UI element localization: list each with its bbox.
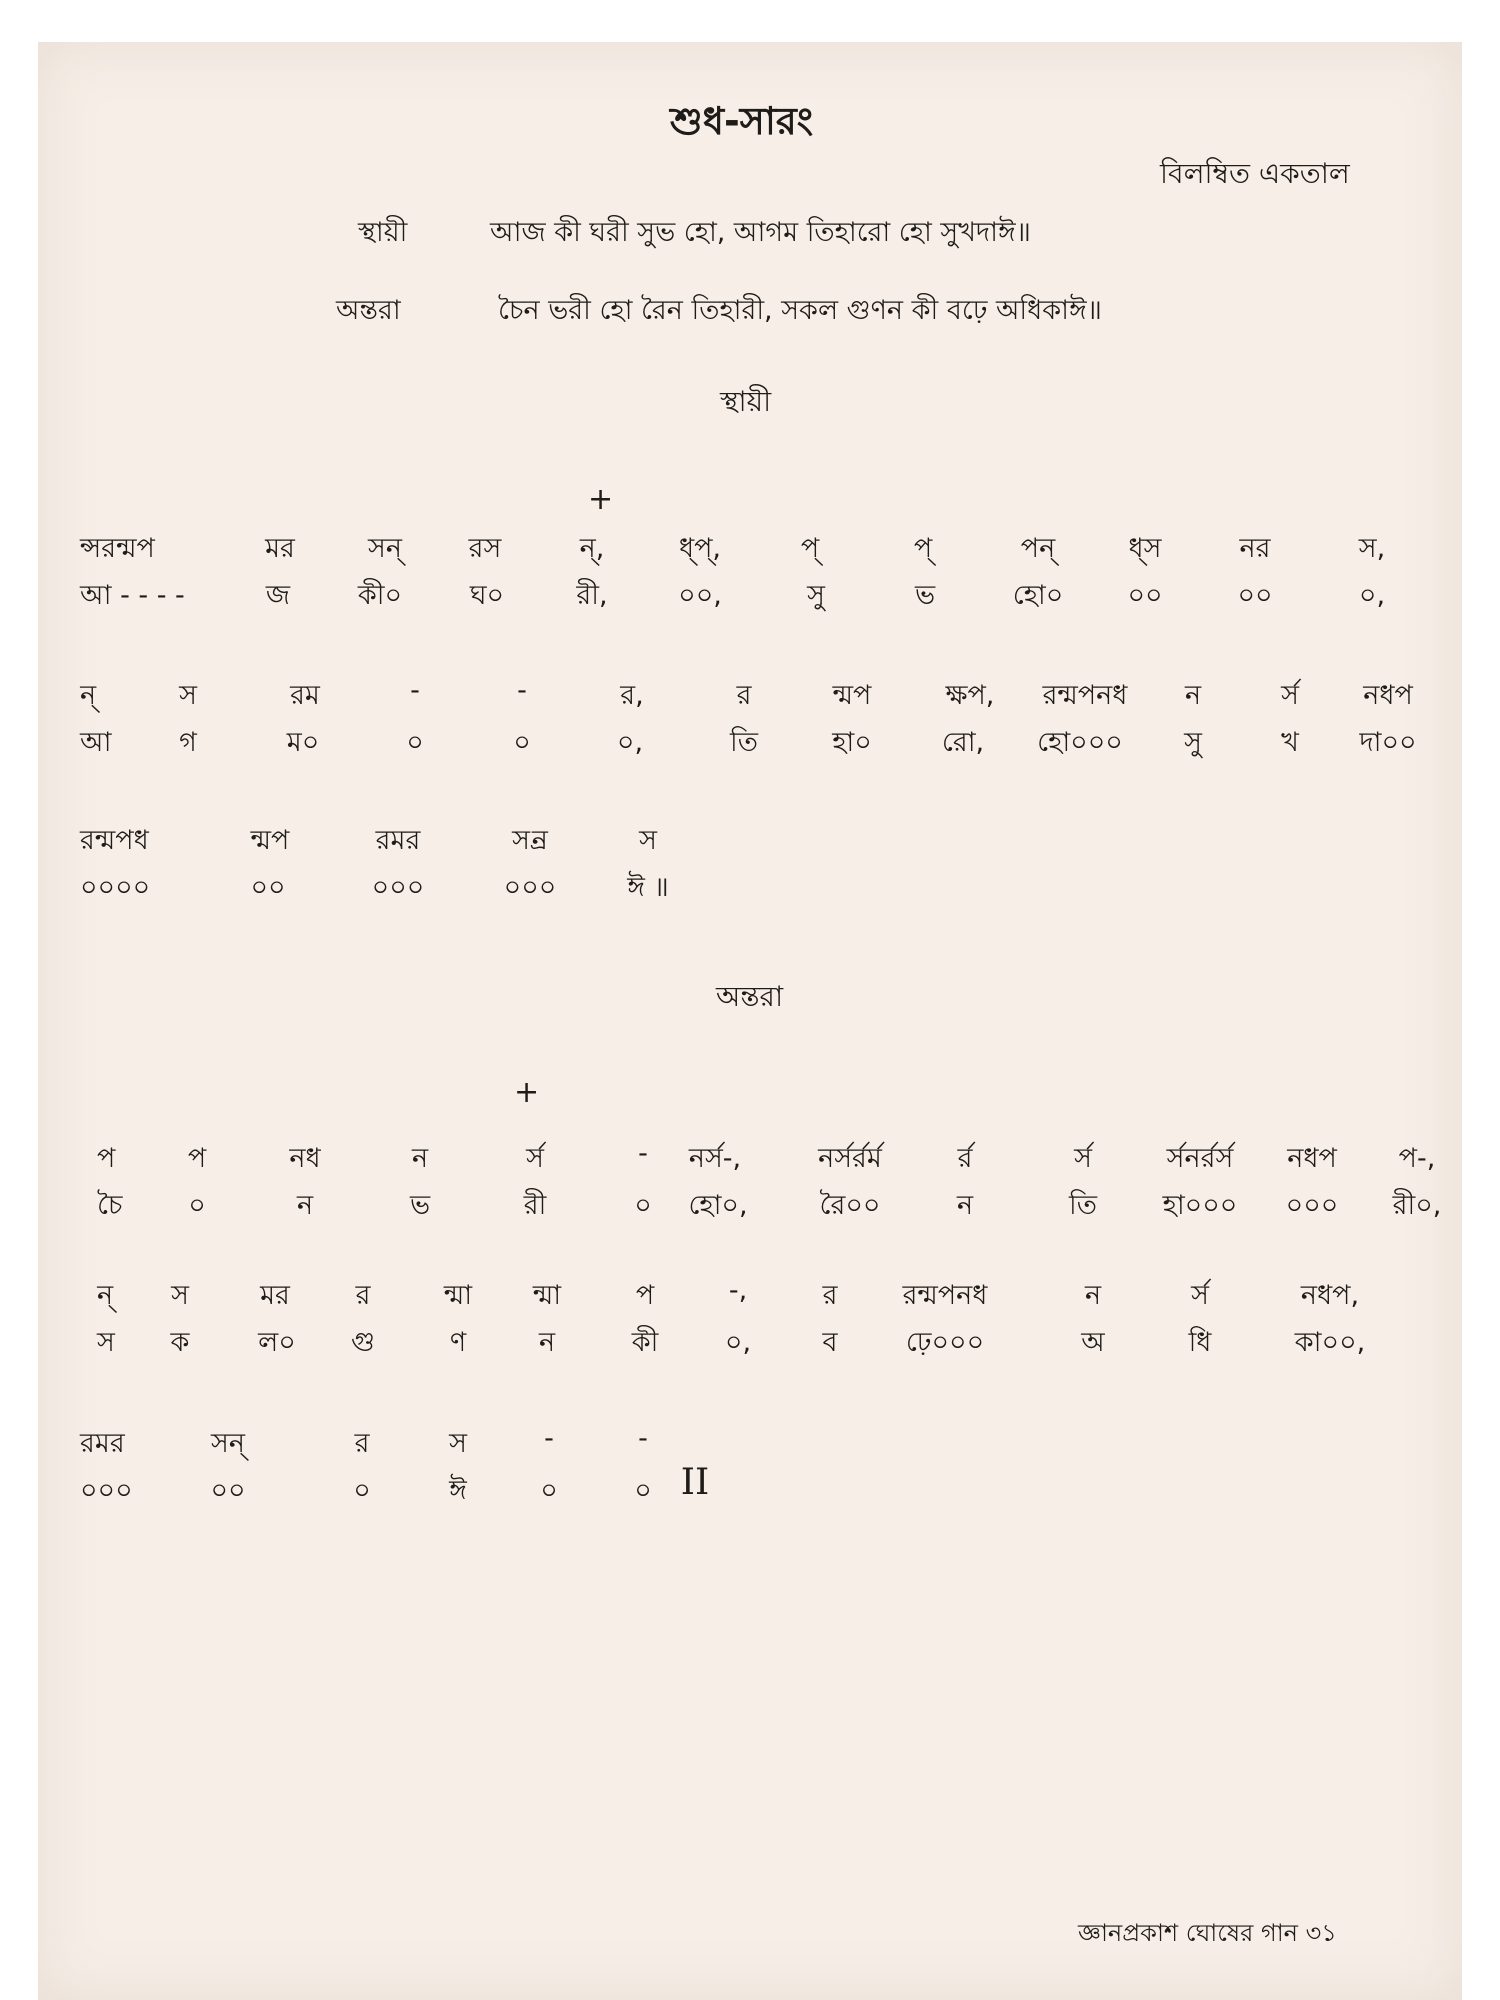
syllable-cell: তি <box>730 727 758 758</box>
note-cell: স <box>449 1428 467 1459</box>
note-cell: নধপ <box>1287 1143 1337 1174</box>
syllable-cell: হা০ <box>832 727 872 758</box>
syllable-cell: ০ <box>540 1475 558 1506</box>
taal-label: বিলম্বিত একতাল <box>1160 157 1350 190</box>
note-cell: র্স <box>1281 680 1299 711</box>
lyric-text-antara: চৈন ভরী হো রৈন তিহারী, সকল গুণন কী বঢ়ে অধিকাঈ॥ <box>498 295 1102 326</box>
note-cell: র <box>822 1280 838 1311</box>
syllable-cell: ন <box>296 1190 314 1221</box>
note-cell: পন্ <box>1020 533 1056 564</box>
syllable-cell: গু <box>351 1327 375 1358</box>
note-cell: র <box>354 1428 370 1459</box>
note-cell: র <box>736 680 752 711</box>
syllable-cell: হো০, <box>688 1190 748 1221</box>
syllable-cell: ল০ <box>258 1327 296 1358</box>
note-cell: নধ <box>289 1143 321 1174</box>
syllable-cell: ০০ <box>250 872 286 903</box>
note-cell: ন্মপ <box>832 680 872 711</box>
syllable-cell: কী <box>631 1327 659 1358</box>
note-cell: ন্মপ <box>250 825 290 856</box>
syllable-cell: ম০ <box>286 727 320 758</box>
syllable-cell: ভ <box>914 580 936 611</box>
syllable-cell: ০০০ <box>80 1475 133 1506</box>
note-cell: ন <box>1184 680 1202 711</box>
note-cell: ক্ষপ, <box>945 680 995 711</box>
syllable-cell: ক <box>170 1327 190 1358</box>
note-row <box>0 675 1500 715</box>
syllable-row <box>0 867 1500 907</box>
note-cell: স <box>639 825 657 856</box>
syllable-cell: ০০, <box>678 580 722 611</box>
syllable-cell: খ <box>1281 727 1299 758</box>
note-row <box>0 528 1500 568</box>
syllable-cell: আ <box>80 727 112 758</box>
syllable-cell: ঈ <box>449 1475 467 1506</box>
note-cell: - <box>544 1423 554 1454</box>
note-cell: প-, <box>1398 1143 1436 1174</box>
note-cell: ন <box>411 1143 429 1174</box>
syllable-cell: রী <box>523 1190 547 1221</box>
syllable-cell: ০, <box>1358 580 1386 611</box>
syllable-row <box>0 722 1500 762</box>
lyric-label-sthayi: স্থায়ী <box>358 217 408 248</box>
syllable-cell: গ <box>179 727 197 758</box>
note-cell: স, <box>1358 533 1386 564</box>
lyric-text-sthayi: আজ কী ঘরী সুভ হো, আগম তিহারো হো সুখদাঈ॥ <box>490 217 1031 248</box>
note-cell: নর্সর্রর্ম <box>818 1143 882 1174</box>
syllable-cell: স <box>97 1327 115 1358</box>
note-cell: রস <box>468 533 502 564</box>
note-row <box>0 1138 1500 1178</box>
note-cell: র্স <box>526 1143 544 1174</box>
note-cell: প <box>635 1280 655 1311</box>
syllable-cell: হো০ <box>1012 580 1064 611</box>
syllable-cell: ঢ়ে০০০ <box>905 1327 985 1358</box>
note-cell: প্ <box>913 533 933 564</box>
note-cell: নধপ <box>1363 680 1413 711</box>
note-cell: সন্ <box>368 533 402 564</box>
syllable-cell: ০, <box>724 1327 752 1358</box>
sam-cross-marker: + <box>588 482 614 517</box>
note-cell: নর্স-, <box>688 1143 742 1174</box>
note-row <box>0 1423 1500 1463</box>
note-cell: মর <box>260 1280 290 1311</box>
note-cell: - <box>517 675 527 706</box>
syllable-cell: ০ <box>406 727 424 758</box>
note-cell: ন্, <box>579 533 605 564</box>
syllable-cell: সু <box>1184 727 1202 758</box>
syllable-row <box>0 1322 1500 1362</box>
note-cell: স <box>179 680 197 711</box>
note-cell: -, <box>728 1275 748 1306</box>
syllable-cell: ০০০ <box>371 872 425 903</box>
syllable-cell: ০০ <box>210 1475 246 1506</box>
syllable-cell: II <box>680 1462 710 1503</box>
note-cell: প <box>187 1143 207 1174</box>
syllable-cell: কা০০, <box>1294 1327 1366 1358</box>
note-cell: ধ্স <box>1128 533 1162 564</box>
syllable-cell: ০০০ <box>1285 1190 1339 1221</box>
syllable-cell: রো, <box>941 727 985 758</box>
note-cell: ধ্প্, <box>678 533 722 564</box>
syllable-cell: ০০০০ <box>80 872 151 903</box>
note-cell: - <box>638 1423 648 1454</box>
note-cell: প <box>97 1143 116 1174</box>
syllable-cell: ০ <box>513 727 531 758</box>
lyric-label-antara: অন্তরা <box>336 295 401 326</box>
syllable-cell: ন <box>538 1327 556 1358</box>
note-cell: র, <box>620 680 644 711</box>
syllable-cell: হো০০০ <box>1037 727 1123 758</box>
syllable-cell: ০ <box>188 1190 206 1221</box>
syllable-cell: ০ <box>634 1190 652 1221</box>
syllable-cell: কী০ <box>357 580 403 611</box>
note-cell: ন্সরন্মপ <box>80 533 155 564</box>
syllable-cell: চৈ <box>97 1190 123 1221</box>
syllable-cell: ০০০ <box>503 872 557 903</box>
note-cell: রন্মপনধ <box>902 1280 988 1311</box>
page-footer: জ্ঞানপ্রকাশ ঘোষের গান ৩১ <box>1078 1919 1337 1947</box>
note-row <box>0 1275 1500 1315</box>
sam-cross-marker: + <box>514 1075 540 1110</box>
note-cell: রমর <box>375 825 421 856</box>
note-cell: র্র <box>957 1143 973 1174</box>
syllable-cell: জ <box>265 580 291 611</box>
note-cell: - <box>638 1138 648 1169</box>
note-cell: ন্ <box>80 680 97 711</box>
section-heading-antara: অন্তরা <box>716 980 784 1013</box>
syllable-row <box>0 1185 1500 1225</box>
syllable-cell: তি <box>1069 1190 1097 1221</box>
note-cell: রমর <box>80 1428 125 1459</box>
note-cell: ন <box>1084 1280 1102 1311</box>
note-cell: প্ <box>800 533 820 564</box>
note-cell: নধপ, <box>1300 1280 1360 1311</box>
syllable-cell: ধি <box>1188 1327 1212 1358</box>
note-cell: ন্মা <box>443 1280 473 1311</box>
note-cell: রম <box>290 680 320 711</box>
syllable-cell: রৈ০০ <box>819 1190 881 1221</box>
note-cell: র্স <box>1074 1143 1092 1174</box>
note-cell: - <box>410 675 420 706</box>
syllable-cell: ০ <box>353 1475 371 1506</box>
note-cell: মর <box>265 533 295 564</box>
note-cell: ন্মা <box>532 1280 562 1311</box>
syllable-cell: ০০ <box>1237 580 1273 611</box>
syllable-cell: ০ <box>634 1475 652 1506</box>
syllable-cell: ঘ০ <box>469 580 505 611</box>
syllable-cell: ০০ <box>1127 580 1163 611</box>
note-cell: সন্র <box>512 825 548 856</box>
note-cell: রন্মপধ <box>80 825 149 856</box>
note-cell: র <box>355 1280 371 1311</box>
syllable-cell: আ - - - - <box>80 580 185 611</box>
page-title: শুধ-সারং <box>670 99 814 143</box>
note-cell: নর <box>1239 533 1271 564</box>
syllable-cell: ০, <box>616 727 644 758</box>
note-row <box>0 820 1500 860</box>
note-cell: র্স <box>1191 1280 1209 1311</box>
note-cell: রন্মপনধ <box>1042 680 1128 711</box>
syllable-cell: ব <box>822 1327 838 1358</box>
syllable-cell: সু <box>807 580 825 611</box>
syllable-cell: ভ <box>409 1190 431 1221</box>
syllable-row <box>0 575 1500 615</box>
syllable-row <box>0 1462 1500 1510</box>
syllable-cell: ণ <box>449 1327 467 1358</box>
syllable-cell: রী, <box>576 580 608 611</box>
syllable-cell: হা০০০ <box>1162 1190 1238 1221</box>
note-cell: স <box>171 1280 189 1311</box>
syllable-cell: ঈ ॥ <box>627 872 669 903</box>
syllable-cell: রী০, <box>1392 1190 1442 1221</box>
syllable-cell: ন <box>956 1190 974 1221</box>
note-cell: সন্ <box>211 1428 245 1459</box>
syllable-cell: অ <box>1081 1327 1105 1358</box>
section-heading-sthayi: স্থায়ী <box>720 385 772 418</box>
note-cell: ন্ <box>97 1280 114 1311</box>
note-cell: র্সনর্রর্স <box>1166 1143 1234 1174</box>
syllable-cell: দা০০ <box>1359 727 1417 758</box>
